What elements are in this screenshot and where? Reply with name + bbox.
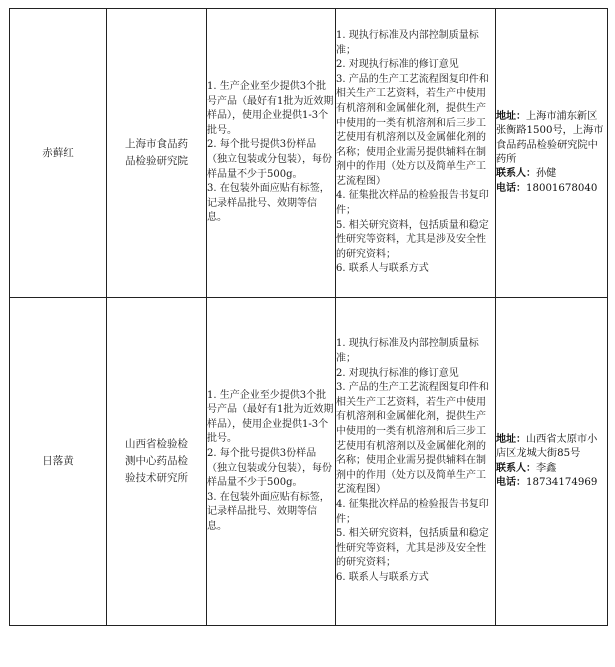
sample-requirements xyxy=(207,9,336,298)
contact-person-value: 李鑫 xyxy=(536,462,557,474)
sample-requirements xyxy=(207,298,336,626)
requirement-item: 1. 生产企业至少提供3个批号产品（最好有1批为近效期样品），使用企业提供1-3个批号。 xyxy=(207,81,334,136)
address-label: 地址： xyxy=(496,433,526,445)
document-item: 1. 现执行标准及内部控制质量标准； xyxy=(336,338,479,365)
institute-cell xyxy=(107,9,207,298)
contact-person-label: 联系人： xyxy=(496,168,536,180)
required-documents xyxy=(336,9,496,298)
requirement-item: 3. 在包装外面应贴有标签，记录样品批号、效期等信息。 xyxy=(207,491,330,532)
collection-table xyxy=(9,8,608,626)
requirement-item: 2. 每个批号提供3份样品（独立包装或分包装），每份样品量不少于500g。 xyxy=(207,139,332,180)
address-block xyxy=(496,110,607,168)
address-value: 上海市浦东新区张衡路1500号，上海市食品药品检验研究院中药所 xyxy=(496,110,604,165)
contact-person-block xyxy=(496,167,607,181)
phone-block xyxy=(496,182,607,196)
document-item: 4. 征集批次样品的检验报告书复印件； xyxy=(336,498,489,525)
contact-person-value: 孙健 xyxy=(536,168,557,180)
phone-label: 电话： xyxy=(496,182,526,194)
document-item: 3. 产品的生产工艺流程图复印件和相关生产工艺资料，若生产中使用有机溶剂和金属催化剂，提供生产中使用的一类有机溶剂和后三步工艺使用有机溶剂以及金属催化剂的名称；使用企业需另提供辅料在制剂中的作用（处方以及简单生产工艺流程图） xyxy=(336,73,489,187)
product-name: 赤藓红 xyxy=(10,9,107,298)
institute-cell xyxy=(107,298,207,626)
institute-name: 山西省检验检测中心药品检验技术研究所 xyxy=(125,438,188,484)
institute-name: 上海市食品药品检验研究院 xyxy=(125,138,188,167)
contact-person-block xyxy=(496,462,607,476)
document-item: 4. 征集批次样品的检验报告书复印件； xyxy=(336,190,489,217)
document-item: 5. 相关研究资料，包括质量和稳定性研究等资料，尤其是涉及安全性的研究资料； xyxy=(336,528,489,569)
requirement-item: 3. 在包装外面应贴有标签，记录样品批号、效期等信息。 xyxy=(207,183,330,224)
requirement-item: 2. 每个批号提供3份样品（独立包装或分包装），每份样品量不少于500g。 xyxy=(207,447,332,489)
table-row xyxy=(10,298,608,626)
document-item: 2. 对现执行标准的修订意见 xyxy=(336,367,459,379)
contact-info xyxy=(496,298,608,626)
table-row xyxy=(10,9,608,298)
document-item: 5. 相关研究资料，包括质量和稳定性研究等资料，尤其是涉及安全性的研究资料； xyxy=(336,219,489,260)
address-label: 地址： xyxy=(496,110,526,122)
contact-person-label: 联系人： xyxy=(496,462,536,474)
address-value: 山西省太原市小店区龙城大街85号 xyxy=(496,433,598,460)
required-documents xyxy=(336,298,496,626)
address-block xyxy=(496,433,607,462)
document-item: 3. 产品的生产工艺流程图复印件和相关生产工艺资料，若生产中使用有机溶剂和金属催化剂，提供生产中使用的一类有机溶剂和后三步工艺使用有机溶剂以及金属催化剂的名称；使用企业需另提供辅料在制剂中的作用（处方以及简单生产工艺流程图） xyxy=(336,382,489,496)
phone-value: 18734174969 xyxy=(526,476,598,488)
contact-info xyxy=(496,9,608,298)
phone-label: 电话： xyxy=(496,476,526,488)
phone-value: 18001678040 xyxy=(526,182,598,194)
document-item: 6. 联系人与联系方式 xyxy=(336,571,429,583)
document-item: 6. 联系人与联系方式 xyxy=(336,263,429,275)
product-name: 日落黄 xyxy=(10,298,107,626)
requirement-item: 1. 生产企业至少提供3个批号产品（最好有1批为近效期样品），使用企业提供1-3个批号。 xyxy=(207,389,334,445)
phone-block xyxy=(496,476,607,490)
document-item: 2. 对现执行标准的修订意见 xyxy=(336,59,459,71)
document-item: 1. 现执行标准及内部控制质量标准； xyxy=(336,29,479,56)
